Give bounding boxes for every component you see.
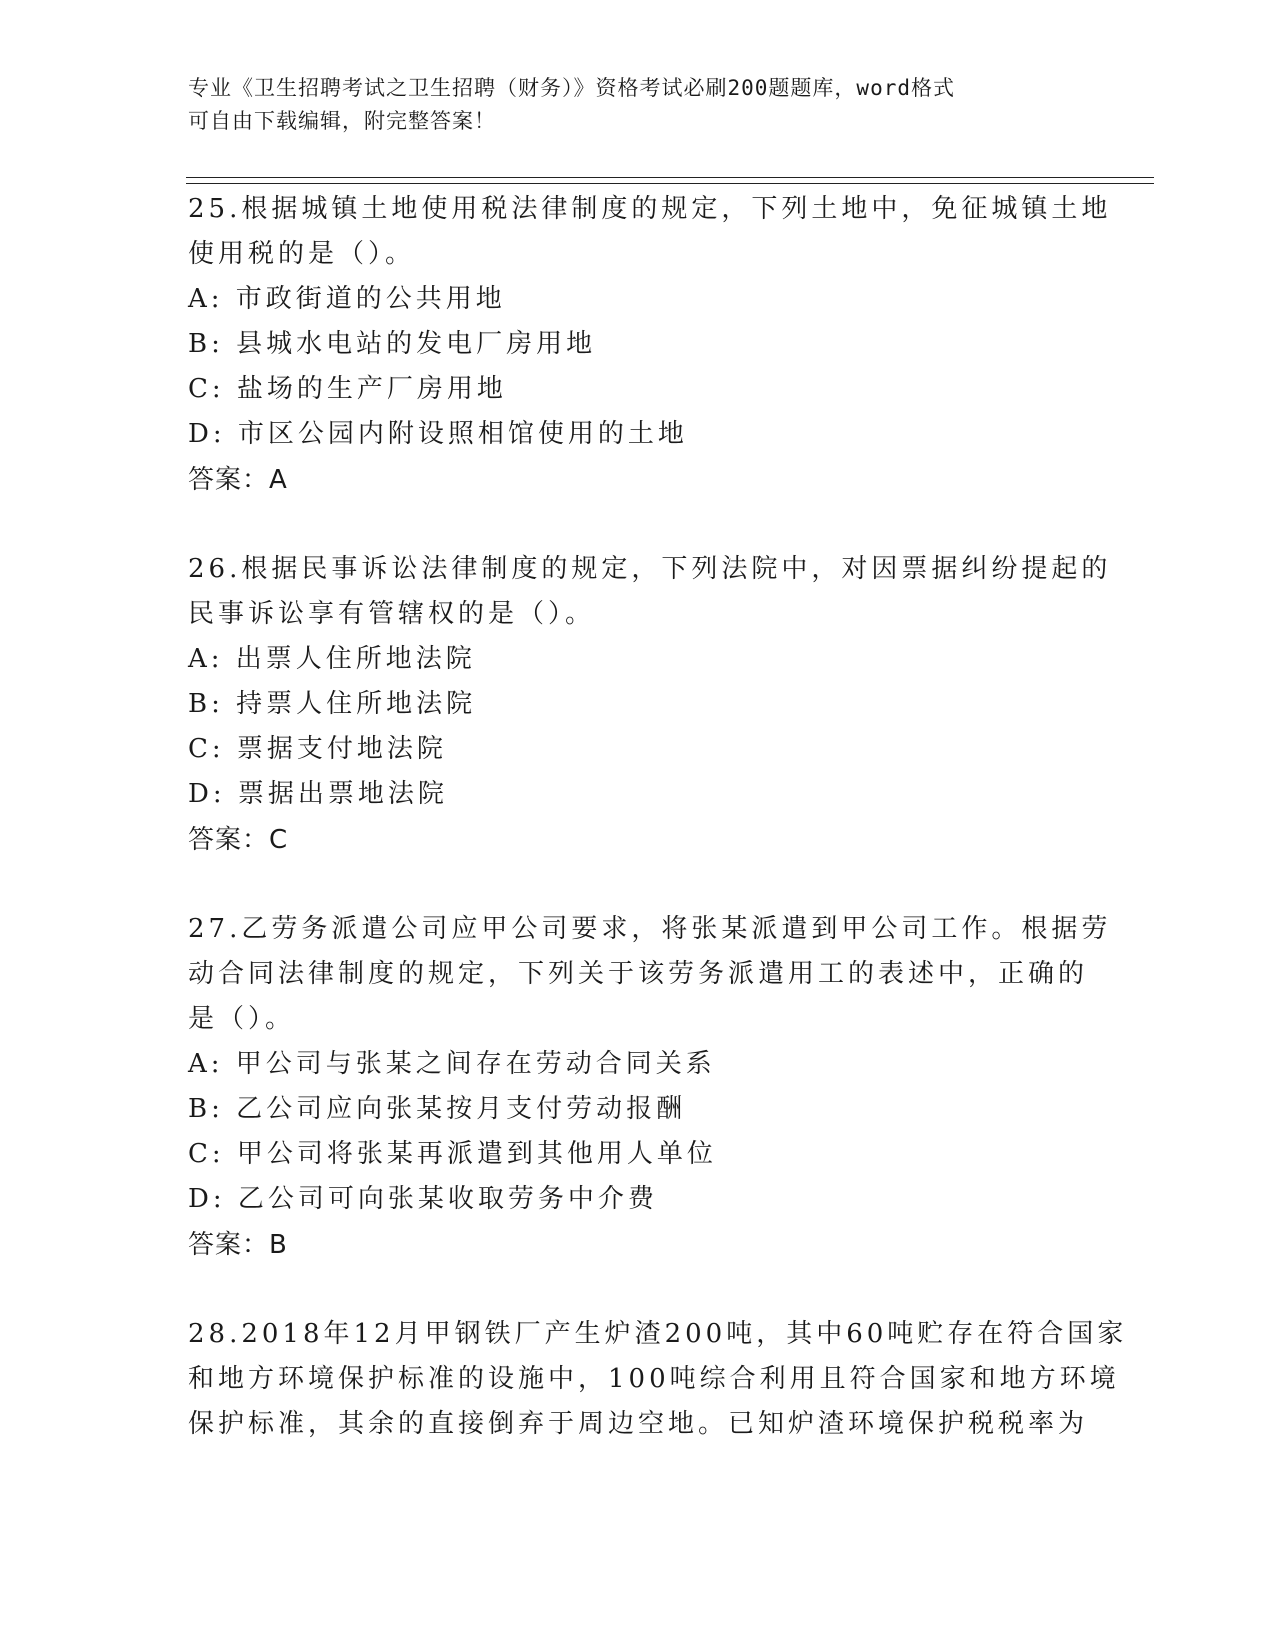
question-stem-line: 和地方环境保护标准的设施中，100吨综合利用且符合国家和地方环境 — [188, 1364, 1120, 1394]
question-stem-line: 26.根据民事诉讼法律制度的规定，下列法院中，对因票据纠纷提起的 — [188, 554, 1112, 584]
option-d: D: 票据出票地法院 — [188, 779, 448, 809]
question-26 — [188, 547, 1112, 863]
document-header — [188, 72, 1068, 138]
option-a: A: 市政街道的公共用地 — [188, 284, 506, 314]
option-c: C: 盐场的生产厂房用地 — [188, 374, 507, 404]
option-b: B: 县城水电站的发电厂房用地 — [188, 329, 597, 359]
question-list — [188, 187, 1128, 1491]
question-27 — [188, 907, 1112, 1268]
question-stem-line: 25.根据城镇土地使用税法律制度的规定，下列土地中，免征城镇土地 — [188, 194, 1112, 224]
question-25 — [188, 187, 1112, 503]
question-stem-line: 是（）。 — [188, 1004, 296, 1034]
option-b: B: 乙公司应向张某按月支付劳动报酬 — [188, 1094, 687, 1124]
question-28 — [188, 1312, 1128, 1447]
answer: 答案：B — [188, 1230, 288, 1260]
answer: 答案：C — [188, 825, 289, 855]
header-line-2: 可自由下载编辑，附完整答案！ — [188, 109, 496, 133]
question-stem-line: 民事诉讼享有管辖权的是（）。 — [188, 599, 596, 629]
answer: 答案：A — [188, 465, 288, 495]
option-a: A: 出票人住所地法院 — [188, 644, 476, 674]
question-stem-line: 28.2018年12月甲钢铁厂产生炉渣200吨，其中60吨贮存在符合国家 — [188, 1319, 1128, 1349]
option-d: D: 市区公园内附设照相馆使用的土地 — [188, 419, 688, 449]
header-line-1: 专业《卫生招聘考试之卫生招聘（财务）》资格考试必刷200题题库，word格式 — [188, 76, 955, 100]
header-divider-top — [186, 177, 1154, 178]
header-divider-bottom — [186, 183, 1154, 184]
question-stem-line: 使用税的是（）。 — [188, 239, 416, 269]
question-stem-line: 27.乙劳务派遣公司应甲公司要求，将张某派遣到甲公司工作。根据劳 — [188, 914, 1112, 944]
option-a: A: 甲公司与张某之间存在劳动合同关系 — [188, 1049, 716, 1079]
question-stem-line: 保护标准，其余的直接倒弃于周边空地。已知炉渣环境保护税税率为 — [188, 1409, 1089, 1439]
question-stem-line: 动合同法律制度的规定，下列关于该劳务派遣用工的表述中，正确的 — [188, 959, 1089, 989]
option-c: C: 甲公司将张某再派遣到其他用人单位 — [188, 1139, 717, 1169]
option-c: C: 票据支付地法院 — [188, 734, 447, 764]
option-b: B: 持票人住所地法院 — [188, 689, 477, 719]
option-d: D: 乙公司可向张某收取劳务中介费 — [188, 1184, 658, 1214]
